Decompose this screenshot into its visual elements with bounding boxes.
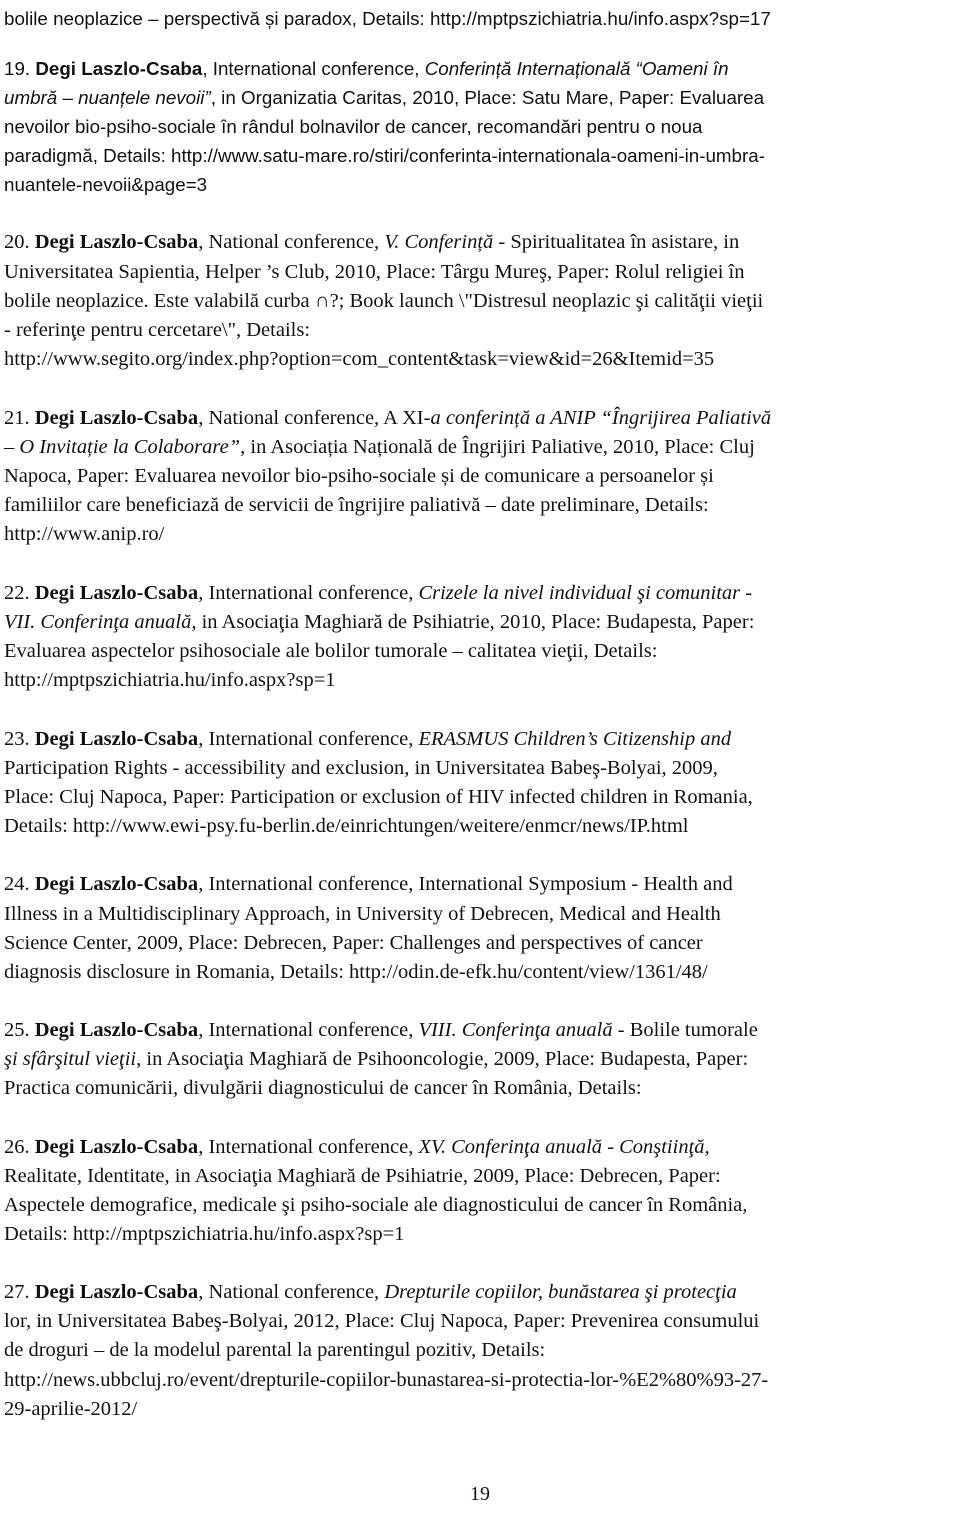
entry-text: , International conference,: [198, 728, 419, 750]
entry-21-line: [4, 491, 709, 520]
entry-text: , International conference,: [202, 58, 425, 79]
event-title: VII. Conferinţa anuală,: [4, 611, 197, 633]
entry-text: http://www.segito.org/index.php?option=com_content&task=view&id=26&Itemid=35: [4, 348, 715, 370]
event-title: Conferință Internațională “Oameni în: [424, 58, 729, 79]
entry-18-line: [4, 4, 771, 33]
entry-text: 22.: [4, 582, 35, 604]
entry-20-line: [4, 228, 739, 257]
entry-text: paradigmă, Details: http://www.satu-mare.ro/stiri/conferinta-internationala-oameni-in-umbra-: [4, 145, 765, 166]
author-name: Degi Laszlo-Csaba: [34, 231, 199, 253]
entry-text: bolile neoplazice – perspectivă și paradox, Details: http://mptpszichiatria.hu/info.aspx?sp=17: [4, 8, 771, 29]
event-title: V. Conferință: [384, 231, 494, 253]
entry-27-line: [4, 1278, 737, 1307]
entry-text: de droguri – de la modelul parental la parentingul pozitiv, Details:: [4, 1339, 546, 1361]
entry-27-line: [4, 1366, 768, 1395]
entry-19-line: [4, 141, 765, 170]
entry-text: , in Universitatea Babeş-Bolyai, 2012, Place: Cluj Napoca, Paper: Prevenirea consumului: [25, 1310, 760, 1332]
entry-20-line: [4, 345, 714, 374]
author-name: Degi Laszlo-Csaba: [34, 582, 199, 604]
event-title: – O Invitație la Colaborare”: [4, 436, 241, 458]
entry-24-line: [4, 929, 703, 958]
author-name: Degi Laszlo-Csaba: [34, 728, 199, 750]
entry-text: - Bolile tumorale: [612, 1019, 758, 1041]
entry-23-line: [4, 725, 731, 754]
entry-text: , National conference, A XI-: [198, 407, 431, 429]
entry-21-line: [4, 462, 714, 491]
entry-text: Practica comunicării, divulgării diagnosticului de cancer în România, Details:: [4, 1077, 642, 1099]
entry-text: - referinţe pentru cercetare\", Details:: [4, 319, 311, 341]
event-title: ERASMUS Children’s Citizenship and: [418, 728, 732, 750]
author-name: Degi Laszlo-Csaba: [34, 873, 199, 895]
event-title: XV. Conferinţa anuală - Conştiinţă,: [418, 1136, 710, 1158]
entry-text: 21.: [4, 407, 35, 429]
entry-text: - Spiritualitatea în asistare, in: [493, 231, 740, 253]
entry-21-line: [4, 433, 755, 462]
entry-text: , International conference,: [198, 582, 419, 604]
entry-19-line: [4, 112, 702, 141]
entry-19-line: [4, 170, 207, 199]
entry-25-line: [4, 1074, 642, 1103]
event-title: umbră – nuanțele nevoii”: [4, 87, 211, 108]
entry-text: diagnosis disclosure in Romania, Details: http://odin.de-efk.hu/content/view/1361/48/: [4, 961, 708, 983]
entry-26-line: [4, 1191, 747, 1220]
entry-19-line: [4, 83, 764, 112]
entry-27-line: [4, 1307, 759, 1336]
entry-22-line: [4, 579, 752, 608]
author-name: Degi Laszlo-Csaba: [34, 1136, 199, 1158]
entry-text: , International conference,: [198, 1136, 419, 1158]
entry-25-line: [4, 1016, 758, 1045]
entry-text: http://www.anip.ro/: [4, 523, 165, 545]
event-title: VIII. Conferinţa anuală: [418, 1019, 613, 1041]
entry-24-line: [4, 958, 708, 987]
entry-text: Napoca, Paper: Evaluarea nevoilor bio-psiho-sociale și de comunicare a persoanelor și: [4, 465, 714, 487]
entry-text: 19.: [4, 58, 36, 79]
entry-text: lor: [4, 1310, 26, 1332]
entry-text: 25.: [4, 1019, 35, 1041]
entry-text: 26.: [4, 1136, 35, 1158]
entry-22-line: [4, 608, 754, 637]
event-title: a conferință a ANIP “Îngrijirea Paliativă: [430, 407, 772, 429]
entry-23-line: [4, 754, 718, 783]
entry-text: Participation Rights - accessibility and exclusion, in Universitatea Babeş-Bolyai, 2009,: [4, 757, 718, 779]
entry-text: , in Asociația Națională de Îngrijiri Paliative, 2010, Place: Cluj: [240, 436, 755, 458]
author-name: Degi Laszlo-Csaba: [34, 1281, 199, 1303]
entry-text: , in Organizatia Caritas, 2010, Place: Satu Mare, Paper: Evaluarea: [210, 87, 765, 108]
entry-text: nevoilor bio-psiho-sociale în rândul bolnavilor de cancer, recomandări pentru o noua: [4, 116, 703, 137]
event-title: Drepturile copiilor, bunăstarea şi protecţia: [384, 1281, 737, 1303]
entry-text: 24.: [4, 873, 35, 895]
entry-23-line: [4, 783, 753, 812]
entry-23-line: [4, 812, 689, 841]
entry-21-line: [4, 404, 771, 433]
entry-19-line: [4, 54, 729, 83]
entry-text: , International conference,: [198, 1019, 419, 1041]
entry-21-line: [4, 520, 164, 549]
entry-27-line: [4, 1395, 137, 1424]
entry-text: Realitate, Identitate, in Asociaţia Maghiară de Psihiatrie, 2009, Place: Debrecen, Paper:: [4, 1165, 721, 1187]
entry-text: http://news.ubbcluj.ro/event/drepturile-copiilor-bunastarea-si-protectia-lor-%E2%80%93-27-: [4, 1369, 769, 1391]
entry-text: , National conference,: [198, 1281, 385, 1303]
entry-text: Universitatea Sapientia, Helper ’s Club, 2010, Place: Târgu Mureş, Paper: Rolul religiei în: [4, 261, 745, 283]
entry-20-line: [4, 316, 310, 345]
entry-text: , International conference, International Symposium - Health and: [198, 873, 733, 895]
entry-text: , National conference,: [198, 231, 385, 253]
entry-text: 27.: [4, 1281, 35, 1303]
entry-26-line: [4, 1220, 404, 1249]
entry-text: 29-aprilie-2012/: [4, 1398, 138, 1420]
entry-text: nuantele-nevoii&page=3: [4, 174, 208, 195]
author-name: Degi Laszlo-Csaba: [34, 1019, 199, 1041]
entry-20-line: [4, 258, 745, 287]
entry-text: Aspectele demografice, medicale şi psiho-sociale ale diagnosticului de cancer în România,: [4, 1194, 748, 1216]
event-title: Crizele la nivel individual şi comunitar -: [418, 582, 753, 604]
entry-text: http://mptpszichiatria.hu/info.aspx?sp=1: [4, 669, 336, 691]
entry-text: 20.: [4, 231, 35, 253]
entry-text: Science Center, 2009, Place: Debrecen, Paper: Challenges and perspectives of cancer: [4, 932, 703, 954]
entry-27-line: [4, 1336, 545, 1365]
entry-text: Details: http://www.ewi-psy.fu-berlin.de/einrichtungen/weitere/enmcr/news/IP.html: [4, 815, 689, 837]
entry-text: bolile neoplazice. Este valabilă curba ∩?; Book launch \"Distresul neoplazic şi calităţii vieţii: [4, 290, 764, 312]
entry-26-line: [4, 1162, 721, 1191]
entry-26-line: [4, 1133, 710, 1162]
event-title: şi sfârşitul vieţii: [4, 1048, 137, 1070]
entry-25-line: [4, 1045, 748, 1074]
entry-text: Illness in a Multidisciplinary Approach, in University of Debrecen, Medical and Health: [4, 903, 721, 925]
entry-text: in Asociaţia Maghiară de Psihiatrie, 2010, Place: Budapesta, Paper:: [196, 611, 755, 633]
entry-text: 23.: [4, 728, 35, 750]
entry-text: Evaluarea aspectelor psihosociale ale bolilor tumorale – calitatea vieţii, Details:: [4, 640, 658, 662]
entry-24-line: [4, 900, 721, 929]
entry-text: Details: http://mptpszichiatria.hu/info.aspx?sp=1: [4, 1223, 405, 1245]
page-number: 19: [470, 1483, 490, 1505]
entry-22-line: [4, 666, 336, 695]
entry-text: , in Asociaţia Maghiară de Psihooncologie, 2009, Place: Budapesta, Paper:: [136, 1048, 749, 1070]
author-name: Degi Laszlo-Csaba: [35, 58, 203, 79]
author-name: Degi Laszlo-Csaba: [34, 407, 199, 429]
entry-20-line: [4, 287, 763, 316]
entry-22-line: [4, 637, 657, 666]
entry-text: familiilor care beneficiază de servicii de îngrijire paliativă – date preliminare, Details:: [4, 494, 709, 516]
entry-text: Place: Cluj Napoca, Paper: Participation or exclusion of HIV infected children in Romania,: [4, 786, 753, 808]
entry-24-line: [4, 870, 733, 899]
